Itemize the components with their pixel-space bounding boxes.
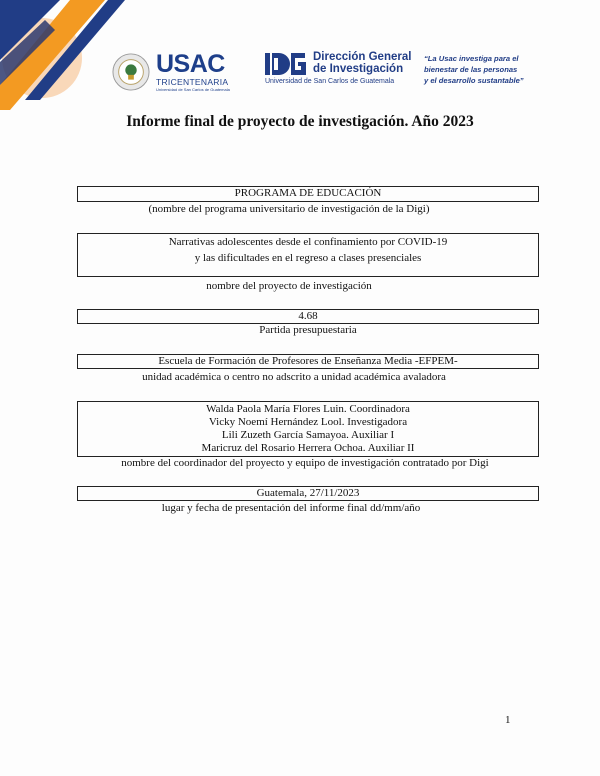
usac-university-name: Universidad de San Carlos de Guatemala — [156, 87, 230, 92]
usac-logo — [112, 50, 242, 96]
project-line1: Narrativas adolescentes desde el confinamiento por COVID-19 — [168, 236, 448, 248]
usac-seal-icon — [112, 53, 150, 91]
project-caption: nombre del proyecto de investigación — [206, 280, 372, 292]
digi-logo — [265, 50, 412, 90]
program-caption: (nombre del programa universitario de investigación de la Digi) — [148, 203, 430, 215]
team-member: Vicky Noemí Hernández Lool. Investigadora — [208, 416, 408, 428]
team-member: Maricruz del Rosario Herrera Ochoa. Auxiliar II — [201, 442, 415, 454]
unit-value: Escuela de Formación de Profesores de Enseñanza Media -EFPEM- — [158, 355, 458, 367]
unit-box — [77, 354, 539, 369]
slogan-line3: y el desarrollo sustantable” — [424, 76, 524, 85]
place-date-caption: lugar y fecha de presentación del informe final dd/mm/año — [161, 502, 421, 514]
digi-title-line2: de Investigación — [313, 63, 404, 75]
unit-caption: unidad académica o centro no adscrito a unidad académica avaladora — [142, 371, 446, 383]
budget-box — [77, 309, 539, 324]
slogan-line2: bienestar de las personas — [424, 65, 518, 74]
budget-caption: Partida presupuestaria — [259, 324, 357, 336]
place-date-value: Guatemala, 27/11/2023 — [256, 487, 360, 499]
project-box — [77, 233, 539, 277]
digi-title-line1: Dirección General — [313, 51, 412, 63]
program-box — [77, 186, 539, 202]
place-date-box — [77, 486, 539, 501]
team-box — [77, 401, 539, 457]
team-caption: nombre del coordinador del proyecto y equipo de investigación contratado por Digi — [121, 457, 489, 469]
digi-mark-icon — [265, 53, 309, 75]
slogan — [424, 53, 554, 86]
program-value: PROGRAMA DE EDUCACIÓN — [234, 187, 382, 199]
digi-university-name: Universidad de San Carlos de Guatemala — [265, 78, 395, 85]
project-line2: y las dificultades en el regreso a clases presenciales — [194, 252, 422, 264]
team-member: Walda Paola María Flores Luin. Coordinadora — [206, 403, 410, 415]
slogan-line1: “La Usac investiga para el — [424, 54, 519, 63]
usac-wordmark: USAC — [156, 50, 225, 78]
report-title: Informe final de proyecto de investigación. Año 2023 — [126, 113, 474, 130]
digi-title — [313, 51, 411, 75]
usac-tricentenaria: TRICENTENARIA — [156, 77, 229, 87]
budget-value: 4.68 — [298, 310, 318, 322]
team-member: Lili Zuzeth García Samayoa. Auxiliar I — [221, 429, 395, 441]
page-number: 1 — [505, 714, 511, 726]
